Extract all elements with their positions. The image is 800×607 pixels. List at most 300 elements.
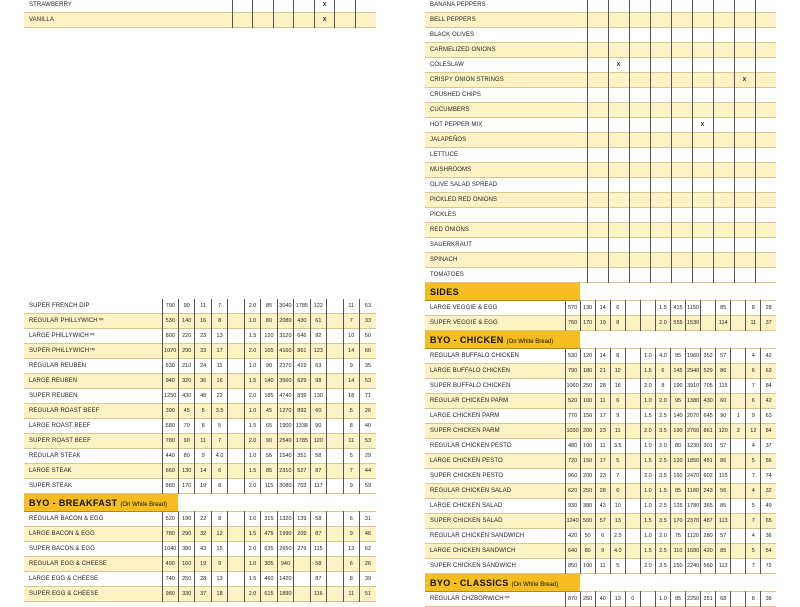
- value-cell: 4: [746, 349, 761, 364]
- value-cell: 48: [195, 389, 211, 404]
- value-cell: 140: [670, 409, 685, 424]
- value-cell: [650, 268, 671, 283]
- value-cell: 123: [310, 344, 326, 359]
- table-row: [425, 73, 776, 88]
- value-cell: 115: [716, 379, 731, 394]
- value-cell: [671, 208, 692, 223]
- value-cell: 37: [761, 439, 776, 454]
- value-cell: 9: [343, 527, 359, 542]
- value-cell: 960: [565, 469, 580, 484]
- item-name: SUPER CHICKEN PARM: [425, 424, 565, 439]
- value-cell: 5: [211, 419, 227, 434]
- value-cell: [608, 268, 629, 283]
- value-cell: [671, 193, 692, 208]
- value-cell: 115: [716, 469, 731, 484]
- value-cell: 180: [580, 364, 595, 379]
- value-cell: 630: [162, 359, 178, 374]
- value-cell: 8: [746, 592, 761, 607]
- value-cell: 7: [343, 464, 359, 479]
- value-cell: 1.5: [244, 527, 260, 542]
- item-name: SUPER VEGGIE & EGG: [425, 316, 565, 331]
- value-cell: 2.0: [244, 479, 260, 494]
- value-cell: [327, 299, 343, 314]
- value-cell: 90: [261, 434, 277, 449]
- value-cell: [228, 404, 244, 419]
- value-cell: [731, 514, 746, 529]
- value-cell: [671, 268, 692, 283]
- item-name: SUPER CHICKEN PESTO: [425, 469, 565, 484]
- value-cell: [734, 118, 755, 133]
- value-cell: 13: [610, 592, 625, 607]
- value-cell: [629, 193, 650, 208]
- item-name: LARGE CHICKEN SANDWICH: [425, 544, 565, 559]
- value-cell: 120: [580, 349, 595, 364]
- value-cell: 23: [595, 469, 610, 484]
- check-mark: X: [314, 0, 335, 13]
- section-header-byo-breakfast: [24, 494, 376, 512]
- value-cell: [253, 13, 274, 28]
- value-cell: 160: [670, 469, 685, 484]
- value-cell: 37: [761, 316, 776, 331]
- value-cell: 17: [211, 344, 227, 359]
- item-name: REGULAR CHICKEN SALAD: [425, 484, 565, 499]
- value-cell: 490: [162, 557, 178, 572]
- value-cell: 780: [162, 434, 178, 449]
- value-cell: 250: [580, 592, 595, 607]
- section-subtitle: (On White Bread): [506, 338, 554, 345]
- value-cell: 9: [343, 359, 359, 374]
- value-cell: 1.5: [640, 409, 655, 424]
- value-cell: [327, 512, 343, 527]
- value-cell: 6: [610, 394, 625, 409]
- value-cell: 1.0: [244, 557, 260, 572]
- value-cell: [731, 379, 746, 394]
- value-cell: 86: [716, 364, 731, 379]
- value-cell: [731, 454, 746, 469]
- value-cell: [671, 43, 692, 58]
- value-cell: 14: [343, 344, 359, 359]
- value-cell: [731, 349, 746, 364]
- value-cell: 529: [701, 364, 716, 379]
- table-row: [24, 557, 376, 572]
- value-cell: [587, 118, 608, 133]
- value-cell: [650, 43, 671, 58]
- value-cell: [640, 301, 655, 316]
- value-cell: [755, 238, 776, 253]
- value-cell: 870: [565, 592, 580, 607]
- value-cell: 90: [716, 409, 731, 424]
- value-cell: [625, 469, 640, 484]
- value-cell: [692, 58, 713, 73]
- value-cell: [671, 253, 692, 268]
- value-cell: [629, 28, 650, 43]
- value-cell: 305: [261, 557, 277, 572]
- value-cell: 2250: [686, 592, 701, 607]
- value-cell: [650, 133, 671, 148]
- value-cell: 1270: [277, 404, 293, 419]
- table-row: [24, 449, 376, 464]
- value-cell: 646: [294, 329, 310, 344]
- value-cell: 800: [162, 329, 178, 344]
- value-cell: 150: [580, 454, 595, 469]
- value-cell: 53: [359, 374, 376, 389]
- value-cell: [713, 178, 734, 193]
- value-cell: 12: [610, 364, 625, 379]
- value-cell: [625, 484, 640, 499]
- value-cell: 8: [211, 479, 227, 494]
- value-cell: 19: [195, 557, 211, 572]
- value-cell: [734, 58, 755, 73]
- value-cell: [713, 0, 734, 13]
- value-cell: [650, 193, 671, 208]
- table-row: [425, 223, 776, 238]
- value-cell: 2.0: [640, 379, 655, 394]
- value-cell: 2080: [277, 314, 293, 329]
- value-cell: 3910: [686, 379, 701, 394]
- value-cell: 365: [701, 499, 716, 514]
- value-cell: [734, 148, 755, 163]
- value-cell: 28: [595, 379, 610, 394]
- value-cell: [327, 419, 343, 434]
- value-cell: [731, 394, 746, 409]
- value-cell: 190: [670, 424, 685, 439]
- value-cell: [629, 133, 650, 148]
- value-cell: 1230: [686, 439, 701, 454]
- item-name: LARGE VEGGIE & EGG: [425, 301, 565, 316]
- value-cell: [731, 469, 746, 484]
- value-cell: 5: [746, 499, 761, 514]
- table-row: [425, 364, 776, 379]
- value-cell: [713, 28, 734, 43]
- value-cell: 5: [610, 454, 625, 469]
- value-cell: 33: [195, 344, 211, 359]
- value-cell: 87: [310, 572, 326, 587]
- value-cell: 37: [195, 587, 211, 602]
- value-cell: 602: [701, 469, 716, 484]
- value-cell: 6: [343, 512, 359, 527]
- value-cell: 315: [261, 512, 277, 527]
- value-cell: [608, 88, 629, 103]
- value-cell: 100: [580, 394, 595, 409]
- table-row: [24, 374, 376, 389]
- value-cell: [587, 88, 608, 103]
- value-cell: [692, 43, 713, 58]
- value-cell: [608, 223, 629, 238]
- value-cell: 9: [610, 409, 625, 424]
- value-cell: [273, 0, 294, 13]
- value-cell: 6: [610, 484, 625, 499]
- item-name: LARGE BACON & EGG: [24, 527, 162, 542]
- value-cell: [327, 464, 343, 479]
- value-cell: 1.5: [244, 464, 260, 479]
- value-cell: [355, 13, 376, 28]
- value-cell: 5: [610, 559, 625, 574]
- item-name: CARMELIZED ONIONS: [425, 43, 587, 58]
- value-cell: 1.5: [655, 484, 670, 499]
- value-cell: 17: [595, 409, 610, 424]
- value-cell: 660: [162, 464, 178, 479]
- value-cell: 1780: [686, 499, 701, 514]
- value-cell: 4.0: [655, 349, 670, 364]
- table-row: [425, 316, 776, 331]
- value-cell: 115: [261, 479, 277, 494]
- value-cell: 28: [761, 301, 776, 316]
- value-cell: 57: [716, 439, 731, 454]
- value-cell: [650, 253, 671, 268]
- value-cell: 140: [178, 314, 194, 329]
- table-row: [24, 359, 376, 374]
- value-cell: 940: [162, 374, 178, 389]
- value-cell: [629, 178, 650, 193]
- value-cell: 170: [580, 316, 595, 331]
- table-row: [425, 439, 776, 454]
- item-name: BANANA PEPPERS: [425, 0, 587, 13]
- value-cell: 420: [565, 529, 580, 544]
- table-row: [425, 178, 776, 193]
- value-cell: 1.0: [244, 404, 260, 419]
- value-cell: 1.5: [655, 301, 670, 316]
- value-cell: 351: [294, 449, 310, 464]
- table-row: [425, 469, 776, 484]
- value-cell: 58: [310, 449, 326, 464]
- nutrition-table-bottom-left: [24, 299, 376, 602]
- table-row: [425, 529, 776, 544]
- value-cell: [755, 253, 776, 268]
- toppings-table-right: [425, 0, 776, 283]
- value-cell: [650, 148, 671, 163]
- value-cell: 480: [565, 439, 580, 454]
- value-cell: 790: [162, 299, 178, 314]
- item-name: REGULAR CHICKEN PARM: [425, 394, 565, 409]
- value-cell: [629, 223, 650, 238]
- value-cell: 28: [595, 484, 610, 499]
- value-cell: [692, 28, 713, 43]
- item-name: CUCUMBERS: [425, 103, 587, 118]
- table-row: [425, 118, 776, 133]
- item-name: REGULAR PHILLYWICH™: [24, 314, 162, 329]
- value-cell: [731, 544, 746, 559]
- value-cell: 1.0: [244, 449, 260, 464]
- value-cell: 3.5: [610, 439, 625, 454]
- value-cell: [734, 238, 755, 253]
- value-cell: 1.0: [244, 359, 260, 374]
- value-cell: [625, 409, 640, 424]
- value-cell: 2240: [686, 559, 701, 574]
- value-cell: 5: [343, 404, 359, 419]
- value-cell: 850: [565, 559, 580, 574]
- table-row: [24, 299, 376, 314]
- value-cell: 1380: [686, 394, 701, 409]
- value-cell: [755, 193, 776, 208]
- value-cell: 130: [580, 301, 595, 316]
- value-cell: 2370: [277, 359, 293, 374]
- value-cell: 2.0: [244, 434, 260, 449]
- value-cell: [650, 238, 671, 253]
- value-cell: 22: [211, 389, 227, 404]
- toppings-table-top-left: [24, 0, 376, 28]
- value-cell: [692, 133, 713, 148]
- item-name: STRAWBERRY: [24, 0, 232, 13]
- value-cell: 2.0: [640, 424, 655, 439]
- value-cell: 7: [610, 469, 625, 484]
- value-cell: [625, 316, 640, 331]
- value-cell: [629, 88, 650, 103]
- value-cell: [625, 559, 640, 574]
- value-cell: [650, 58, 671, 73]
- item-name: LARGE EGG & CHEESE: [24, 572, 162, 587]
- table-row: [425, 301, 776, 316]
- value-cell: 63: [761, 409, 776, 424]
- value-cell: [608, 133, 629, 148]
- value-cell: [734, 88, 755, 103]
- value-cell: 1.0: [640, 394, 655, 409]
- value-cell: [228, 572, 244, 587]
- value-cell: [692, 238, 713, 253]
- table-row: [425, 238, 776, 253]
- section-header-byo-classics: [425, 574, 776, 592]
- value-cell: 1.5: [640, 454, 655, 469]
- value-cell: 3.5: [655, 514, 670, 529]
- value-cell: [713, 58, 734, 73]
- value-cell: [228, 557, 244, 572]
- value-cell: [650, 103, 671, 118]
- value-cell: 19: [195, 479, 211, 494]
- value-cell: 90: [261, 359, 277, 374]
- value-cell: [629, 0, 650, 13]
- table-row: [24, 404, 376, 419]
- value-cell: 120: [716, 424, 731, 439]
- value-cell: [713, 223, 734, 238]
- value-cell: [327, 329, 343, 344]
- value-cell: 14: [595, 349, 610, 364]
- value-cell: 8: [195, 419, 211, 434]
- value-cell: 2650: [277, 542, 293, 557]
- item-name: LETTUCE: [425, 148, 587, 163]
- value-cell: [608, 43, 629, 58]
- value-cell: [734, 103, 755, 118]
- value-cell: 5: [746, 544, 761, 559]
- table-row: [24, 587, 376, 602]
- value-cell: 570: [565, 301, 580, 316]
- value-cell: [671, 13, 692, 28]
- value-cell: 7: [746, 514, 761, 529]
- value-cell: [650, 73, 671, 88]
- value-cell: 7: [746, 379, 761, 394]
- value-cell: 2540: [277, 434, 293, 449]
- value-cell: 892: [294, 404, 310, 419]
- value-cell: 2760: [686, 424, 701, 439]
- item-name: REGULAR BACON & EGG: [24, 512, 162, 527]
- value-cell: 720: [565, 454, 580, 469]
- table-row: [425, 28, 776, 43]
- value-cell: [755, 268, 776, 283]
- value-cell: 85: [261, 299, 277, 314]
- value-cell: [625, 379, 640, 394]
- value-cell: [294, 587, 310, 602]
- value-cell: 24: [195, 359, 211, 374]
- value-cell: [608, 193, 629, 208]
- item-name: REGULAR CHICKEN PESTO: [425, 439, 565, 454]
- value-cell: 190: [178, 512, 194, 527]
- table-row: [425, 13, 776, 28]
- value-cell: 87: [310, 527, 326, 542]
- value-cell: 200: [580, 469, 595, 484]
- value-cell: [608, 253, 629, 268]
- value-cell: 10: [610, 499, 625, 514]
- value-cell: [228, 542, 244, 557]
- table-row: [24, 512, 376, 527]
- value-cell: 57: [595, 514, 610, 529]
- value-cell: [734, 223, 755, 238]
- value-cell: [327, 344, 343, 359]
- table-row: [425, 253, 776, 268]
- table-row: [24, 329, 376, 344]
- value-cell: 85: [716, 301, 731, 316]
- value-cell: [755, 88, 776, 103]
- value-cell: 80: [580, 544, 595, 559]
- value-cell: 4.0: [610, 544, 625, 559]
- value-cell: 1060: [565, 379, 580, 394]
- value-cell: 290: [178, 344, 194, 359]
- value-cell: 930: [565, 499, 580, 514]
- value-cell: [228, 512, 244, 527]
- value-cell: [327, 374, 343, 389]
- value-cell: 150: [580, 409, 595, 424]
- value-cell: 1.0: [640, 484, 655, 499]
- value-cell: [587, 13, 608, 28]
- value-cell: [734, 178, 755, 193]
- value-cell: 26: [359, 404, 376, 419]
- value-cell: 0: [625, 592, 640, 607]
- value-cell: 2.0: [655, 316, 670, 331]
- value-cell: 8: [211, 512, 227, 527]
- value-cell: 3040: [277, 299, 293, 314]
- value-cell: 11: [595, 559, 610, 574]
- item-name: MUSHROOMS: [425, 163, 587, 178]
- item-name: LARGE BUFFALO CHICKEN: [425, 364, 565, 379]
- value-cell: 940: [277, 557, 293, 572]
- value-cell: 63: [761, 364, 776, 379]
- value-cell: [734, 13, 755, 28]
- value-cell: 85: [670, 484, 685, 499]
- value-cell: 770: [565, 409, 580, 424]
- value-cell: 14: [195, 464, 211, 479]
- value-cell: [731, 499, 746, 514]
- item-name: COLESLAW: [425, 58, 587, 73]
- value-cell: 2.5: [655, 454, 670, 469]
- value-cell: 74: [761, 469, 776, 484]
- value-cell: 420: [701, 544, 716, 559]
- value-cell: 45: [261, 404, 277, 419]
- value-cell: 17: [595, 454, 610, 469]
- table-row: [24, 572, 376, 587]
- value-cell: [731, 529, 746, 544]
- value-cell: 11: [595, 439, 610, 454]
- value-cell: 500: [580, 514, 595, 529]
- value-cell: 9: [195, 449, 211, 464]
- value-cell: 430: [294, 314, 310, 329]
- value-cell: [650, 163, 671, 178]
- value-cell: 1990: [277, 527, 293, 542]
- value-cell: 50: [359, 329, 376, 344]
- value-cell: 1040: [162, 542, 178, 557]
- table-row: [425, 394, 776, 409]
- value-cell: [650, 118, 671, 133]
- value-cell: 2.5: [610, 529, 625, 544]
- item-name: SAUERKRAUT: [425, 238, 587, 253]
- value-cell: [587, 223, 608, 238]
- value-cell: 1030: [565, 424, 580, 439]
